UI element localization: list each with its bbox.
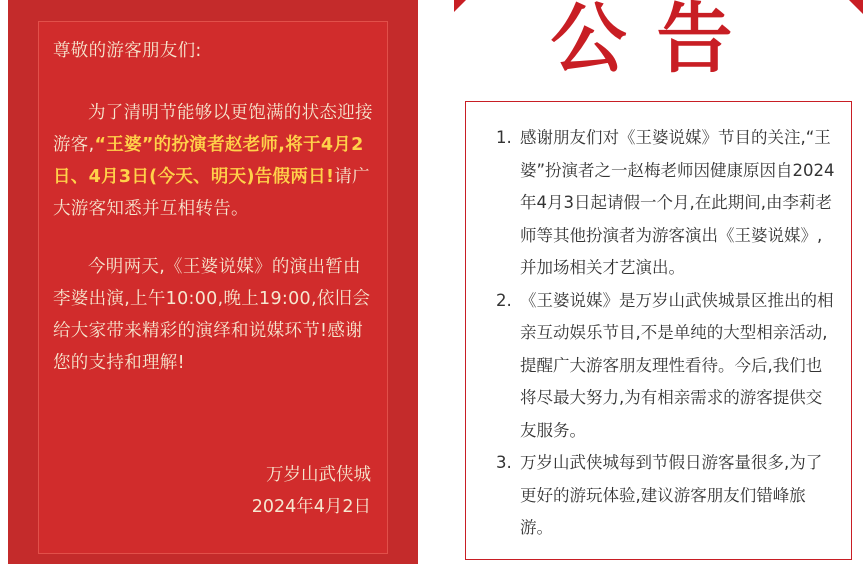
paragraph-2: 今明两天,《王婆说媒》的演出暂由李婆出演,上午10:00,晚上19:00,依旧会给大家带来精彩的演绎和说媒环节!感谢您的支持和理解! <box>53 257 371 373</box>
announcement-box <box>465 101 852 560</box>
list-item-text: 感谢朋友们对《王婆说媒》节目的关注,“王婆”扮演者之一赵梅老师因健康原因自2024年4月3日起请假一个月,在此期间,由李莉老师等其他扮演者为游客演出《王婆说媒》,并加场相关才艺演出。 <box>520 128 835 277</box>
list-item <box>496 447 836 545</box>
greeting: 尊敬的游客朋友们: <box>53 41 202 61</box>
announcement-title-text: 公告 <box>550 0 763 83</box>
list-item-number: 1. <box>496 128 512 147</box>
list-item <box>496 122 836 285</box>
list-item-number: 2. <box>496 290 512 310</box>
signature-date: 2024年4月2日 <box>251 497 371 517</box>
list-item-number: 3. <box>496 453 512 472</box>
list-item <box>496 285 836 448</box>
announcement-list <box>496 122 836 545</box>
paragraph-1-intro: 为了清明节能够以更饱满的状态迎接游客, <box>53 103 373 155</box>
left-notice-body <box>53 35 375 379</box>
left-notice-panel <box>38 21 388 554</box>
list-item-text: 《王婆说媒》是万岁山武侠城景区推出的相亲互动娱乐节目,不是单纯的大型相亲活动,提醒广大游客朋友理性看待。今后,我们也将尽最大努力,为有相亲需求的游客提供交友服务。 <box>520 290 834 440</box>
announcement-title <box>450 0 863 96</box>
list-item-text: 万岁山武侠城每到节假日游客量很多,为了更好的游玩体验,建议游客朋友们错峰旅游。 <box>520 453 823 537</box>
paragraph-1-highlight-a: “王婆”的扮演者赵老师 <box>94 135 279 155</box>
signature-block <box>252 459 371 523</box>
paragraph-1 <box>53 97 375 225</box>
signature-org: 万岁山武侠城 <box>266 465 371 485</box>
paragraph-1-highlight-b: ,将于4月2日、4月3日(今天、明天)告假两日! <box>53 135 364 187</box>
paragraph-1-outro: 请广大游客知悉并互相转告。 <box>53 167 370 219</box>
